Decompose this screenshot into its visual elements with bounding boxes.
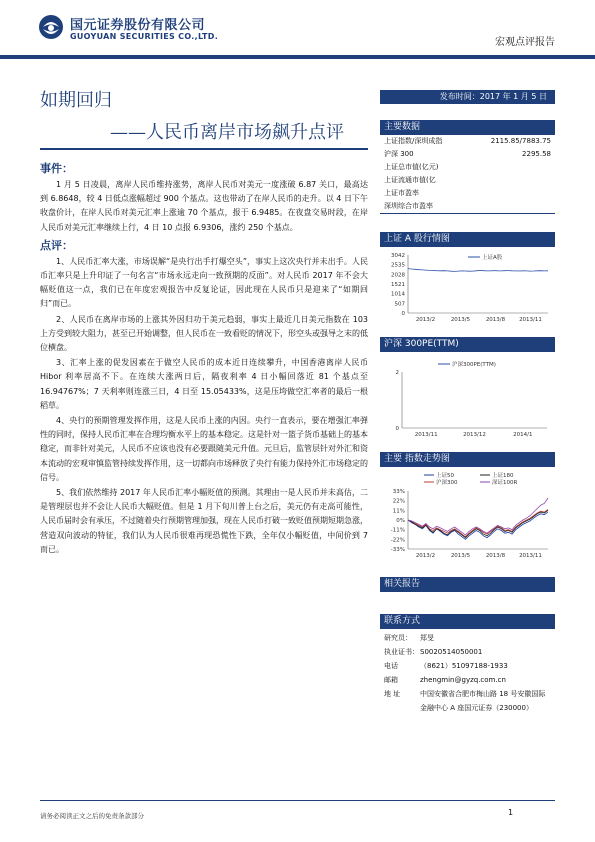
series-line	[408, 510, 548, 537]
contact-row	[380, 631, 555, 645]
y-tick-label: 507	[394, 301, 405, 308]
legend-label: 上证A股	[482, 255, 503, 261]
report-header	[0, 0, 595, 62]
contact-value: 郑旻	[420, 634, 434, 642]
company-name-cn: 国元证券股份有限公司	[70, 18, 206, 33]
key-data-row	[380, 161, 555, 174]
key-data-box	[380, 120, 555, 214]
legend-label: 上证180	[492, 473, 514, 479]
contact-row	[380, 673, 555, 687]
footer-divider	[40, 800, 555, 801]
report-title: 如期回归	[40, 90, 112, 111]
contact-heading: 联系方式	[380, 614, 555, 629]
legend-label: 上证50	[436, 473, 454, 479]
y-tick-label: 2535	[391, 262, 405, 269]
contact-label: 邮箱	[384, 676, 398, 684]
y-tick-label: 33%	[392, 489, 405, 495]
contact-label: 电话	[384, 662, 398, 670]
legend-label: 深证100R	[492, 480, 518, 486]
report-body	[40, 158, 368, 558]
contact-row	[380, 687, 555, 715]
key-data-row	[380, 200, 555, 213]
contact-box	[380, 629, 555, 715]
contact-value: （8621）51097188-1933	[420, 662, 508, 670]
x-tick-label: 2013/8	[485, 553, 506, 559]
y-tick-label: -33%	[390, 547, 405, 553]
series-line	[408, 269, 548, 272]
y-tick-label: 2	[395, 370, 399, 376]
key-data-label: 上证市盈率	[384, 189, 419, 197]
y-tick-label: 1014	[391, 291, 405, 298]
key-data-label: 上证流通市值(亿	[384, 176, 436, 184]
key-data-heading: 主要数据	[380, 120, 555, 135]
event-paragraph: 1 月 5 日凌晨，离岸人民币维持涨势，离岸人民币对美元一度涨破 6.87 关口，最高达到 6.8648，较 4 日低点涨幅超过 900 个基点。这也带动了在岸人民币的走升。以 4 日下午收盘价计，在岸人民币对美元汇率上涨逾 70 个基点，报于 6.9485。在夜盘交易时段，在岸人民币对美元汇率继续上行，4 日 10 点报 6.9306，涨约 250 个基点。	[40, 180, 368, 232]
key-data-row	[380, 174, 555, 187]
contact-email[interactable]: zhengmin@gyzq.com.cn	[420, 676, 506, 684]
title-divider	[40, 148, 368, 150]
report-subtitle: ——人民币离岸市场飙升点评	[110, 122, 344, 143]
pe-chart	[380, 352, 555, 442]
x-tick-label: 2013/11	[414, 432, 438, 438]
index-chart-svg	[380, 467, 555, 559]
y-tick-label: 1521	[391, 282, 405, 288]
y-tick-label: 0	[395, 426, 399, 432]
x-tick-label: 2013/8	[485, 317, 506, 323]
key-data-row	[380, 135, 555, 148]
trend-chart-svg	[380, 247, 555, 327]
contact-row	[380, 645, 555, 659]
y-tick-label: 3042	[391, 253, 405, 259]
series-line	[408, 510, 548, 537]
y-tick-label: 0%	[396, 518, 405, 524]
y-tick-label: -11%	[390, 527, 405, 534]
x-tick-label: 2013/12	[463, 432, 486, 438]
comment-heading: 点评：	[40, 238, 73, 252]
key-data-label: 沪深 300	[384, 150, 414, 158]
contact-value: 中国安徽省合肥市梅山路 18 号安徽国际金融中心 A 座国元证券（230000）	[420, 690, 546, 712]
legend-label: 沪深300PE(TTM)	[452, 362, 496, 368]
comment-point-5: 5、我们依然维持 2017 年人民币汇率小幅贬值的预测。其理由一是人民币并未高估，二是管理层也并不会让人民币大幅贬值。但是 1 月下旬川普上台之后，美元仍有走高可能性，人民币届时会有承压，不过随着央行预期管理加强，现在人民币打破一致贬值预期短期急涨，营造双向波动的特征，我们认为人民币很难再现恐慌性下跌，全年仅小幅贬值，中间价到 7 而已。	[40, 488, 368, 554]
publish-date: 发布时间：2017 年 1 月 5 日	[380, 90, 555, 104]
y-tick-label: 2028	[391, 272, 405, 279]
x-tick-label: 2013/11	[519, 553, 542, 559]
comment-point-2: 2、人民币在离岸市场的上涨其外因归功于美元趋弱，事实上最近几日美元指数在 103 上方受到较大阻力，甚至已开始调整，但人民币在一致看贬的情况下，形空头或强导之末的低位横盘。	[40, 314, 368, 353]
x-tick-label: 2014/1	[513, 432, 533, 438]
y-tick-label: -22%	[390, 537, 405, 544]
x-tick-label: 2013/2	[415, 553, 436, 559]
key-data-label: 上证总市值(亿元)	[384, 163, 439, 171]
company-logo-icon	[38, 14, 64, 40]
x-tick-label: 2013/11	[519, 317, 542, 323]
x-tick-label: 2013/5	[450, 553, 471, 559]
comment-point-4: 4、央行的预期管理发挥作用，这是人民币上涨的内因。央行一直表示，要在增强汇率弹性的同时，保持人民币汇率在合理均衡水平上的基本稳定。这是针对一篮子货币基础上的基本稳定，而非针对美元，人民币不应该也没有必要跟随美元升值。元旦后，监管层针对外汇和资本流动的宏观审慎监管持续发挥作用，这一切都向市场释放了央行有能力保持外汇市场稳定的信号。	[40, 416, 368, 482]
report-type: 宏观点评报告	[495, 37, 555, 48]
pe-chart-heading: 沪深 300PE(TTM)	[380, 337, 555, 352]
key-data-label: 深圳综合市盈率	[384, 202, 433, 210]
contact-row	[380, 659, 555, 673]
footer-disclaimer: 请务必阅读正文之后的免责条款部分	[40, 812, 144, 820]
contact-label: 研究员：	[384, 634, 412, 642]
trend-chart	[380, 247, 555, 327]
y-tick-label: 0	[401, 311, 405, 317]
event-heading: 事件：	[40, 162, 73, 175]
pe-chart-svg	[380, 352, 555, 442]
index-chart-heading: 主要 指数走势图	[380, 452, 555, 467]
contact-label: 执业证书：	[384, 648, 419, 656]
comment-point-1: 1、人民币汇率大涨，市场误解“是央行出手打爆空头”，事实上这次央行并未出手。人民币汇率只是上升印证了一句名言“市场永远走向一致预期的反面”。对人民币 2017 年不会大幅贬值这一点，我们已在年度宏观报告中反复论证，因此现在人民币只是迎来了“如期回归”而已。	[40, 256, 368, 309]
key-data-label: 上证指数/深圳成指	[384, 137, 443, 145]
key-data-row	[380, 148, 555, 161]
key-data-value: 2295.58	[522, 150, 551, 158]
company-name-en: GUOYUAN SECURITIES CO.,LTD.	[70, 32, 219, 41]
trend-chart-heading: 上证 A 股行情图	[380, 232, 555, 247]
contact-value: S0020514050001	[420, 648, 483, 656]
index-chart	[380, 467, 555, 559]
key-data-value: 2115.85/7883.75	[490, 137, 551, 145]
legend-label: 沪深300	[436, 480, 458, 486]
key-data-row	[380, 187, 555, 200]
sidebar	[380, 90, 555, 715]
related-reports-heading: 相关报告	[380, 577, 555, 592]
header-divider	[0, 55, 595, 59]
series-line	[408, 512, 548, 539]
x-tick-label: 2013/5	[450, 317, 471, 323]
page-number: 1	[508, 808, 514, 817]
comment-point-3: 3、汇率上涨的促发因素在于做空人民币的成本近日连续攀升，中国香港离岸人民币 Hibor 利率居高不下。在连续大涨两日后，隔夜利率 4 日小幅回落近 81 个基点至 16.94767%；7 天利率则连涨三日，4 日至 15.05433%，这是压垮做空汇率者的最后一根稻草。	[40, 358, 368, 410]
x-tick-label: 2013/2	[415, 317, 436, 323]
y-tick-label: 11%	[392, 508, 405, 515]
y-tick-label: 22%	[392, 498, 405, 505]
contact-label: 地 址	[384, 690, 401, 698]
